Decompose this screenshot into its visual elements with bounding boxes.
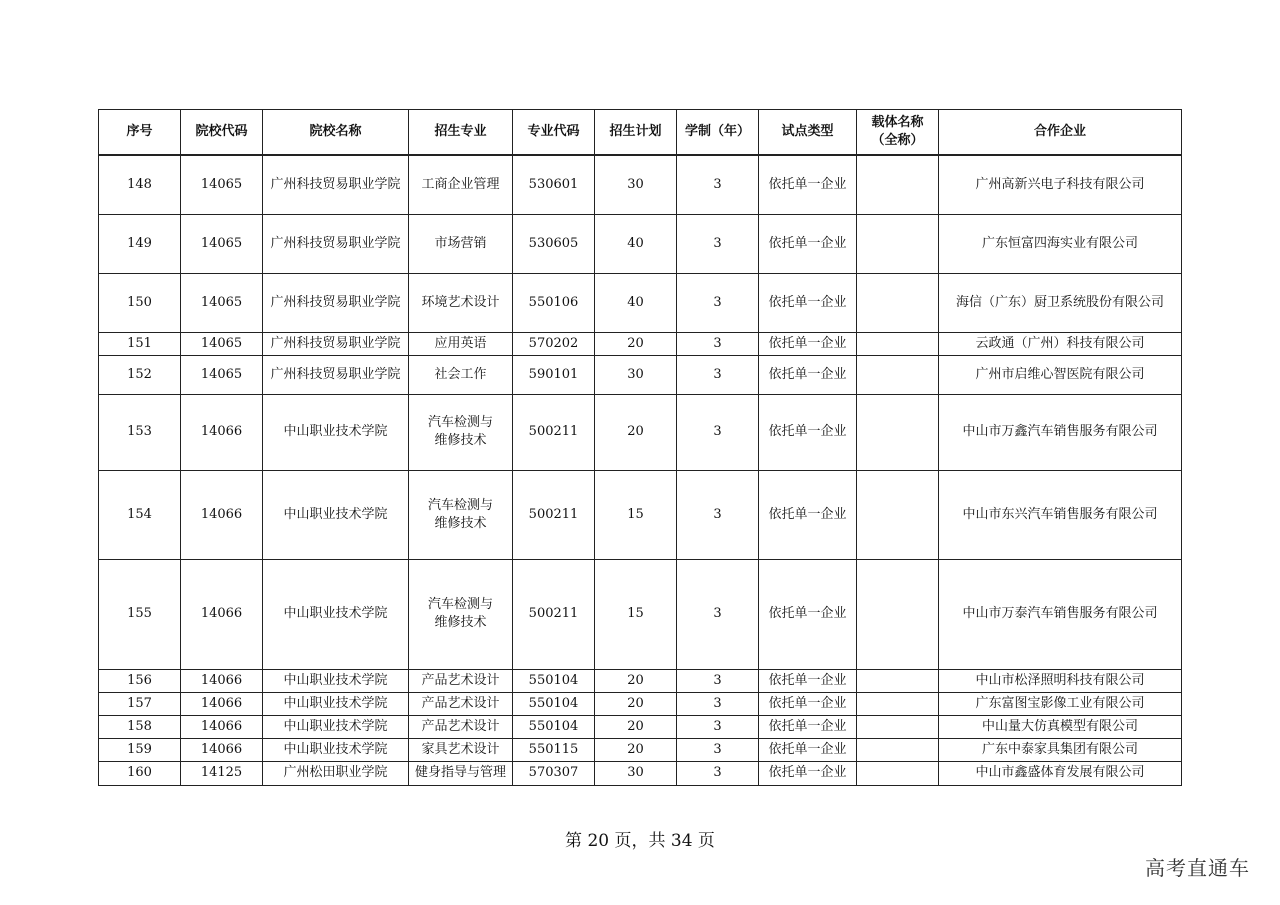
cell-school-code: 14065	[181, 214, 263, 273]
cell-school: 中山职业技术学院	[263, 669, 409, 692]
cell-years: 3	[677, 761, 759, 785]
cell-carrier	[857, 155, 939, 214]
cell-type: 依托单一企业	[759, 155, 857, 214]
table-row	[99, 715, 1182, 738]
table-row	[99, 761, 1182, 785]
table-row	[99, 355, 1182, 394]
cell-type: 依托单一企业	[759, 715, 857, 738]
cell-company: 广州高新兴电子科技有限公司	[939, 155, 1182, 214]
watermark-text: 高考直通车	[1145, 856, 1250, 880]
col-header-company: 合作企业	[939, 110, 1182, 156]
col-header-major: 招生专业	[409, 110, 513, 156]
cell-school-code: 14065	[181, 355, 263, 394]
header-row	[99, 110, 1182, 156]
cell-major-code: 530601	[513, 155, 595, 214]
cell-years: 3	[677, 332, 759, 355]
cell-company: 中山市万鑫汽车销售服务有限公司	[939, 394, 1182, 470]
cell-company: 中山市东兴汽车销售服务有限公司	[939, 470, 1182, 559]
cell-no: 155	[99, 559, 181, 669]
cell-years: 3	[677, 155, 759, 214]
table-row	[99, 394, 1182, 470]
cell-school: 中山职业技术学院	[263, 394, 409, 470]
cell-school: 中山职业技术学院	[263, 715, 409, 738]
cell-company: 中山量大仿真模型有限公司	[939, 715, 1182, 738]
cell-school: 中山职业技术学院	[263, 738, 409, 761]
table-row	[99, 669, 1182, 692]
cell-school-code: 14066	[181, 394, 263, 470]
cell-carrier	[857, 738, 939, 761]
cell-school: 广州科技贸易职业学院	[263, 355, 409, 394]
cell-school-code: 14065	[181, 155, 263, 214]
cell-plan: 40	[595, 214, 677, 273]
cell-carrier	[857, 692, 939, 715]
cell-school: 中山职业技术学院	[263, 470, 409, 559]
cell-years: 3	[677, 692, 759, 715]
cell-type: 依托单一企业	[759, 470, 857, 559]
col-header-no: 序号	[99, 110, 181, 156]
cell-type: 依托单一企业	[759, 559, 857, 669]
cell-no: 160	[99, 761, 181, 785]
cell-major: 健身指导与管理	[409, 761, 513, 785]
col-header-school-code: 院校代码	[181, 110, 263, 156]
cell-plan: 15	[595, 559, 677, 669]
col-header-years: 学制（年）	[677, 110, 759, 156]
cell-plan: 40	[595, 273, 677, 332]
cell-major: 产品艺术设计	[409, 692, 513, 715]
cell-plan: 30	[595, 761, 677, 785]
cell-company: 广州市启维心智医院有限公司	[939, 355, 1182, 394]
cell-no: 159	[99, 738, 181, 761]
cell-major: 汽车检测与维修技术	[409, 470, 513, 559]
cell-no: 153	[99, 394, 181, 470]
cell-major-code: 500211	[513, 470, 595, 559]
cell-major-code: 570307	[513, 761, 595, 785]
cell-major-code: 530605	[513, 214, 595, 273]
col-header-plan: 招生计划	[595, 110, 677, 156]
cell-type: 依托单一企业	[759, 669, 857, 692]
cell-type: 依托单一企业	[759, 332, 857, 355]
cell-major-code: 590101	[513, 355, 595, 394]
col-header-type: 试点类型	[759, 110, 857, 156]
table-row	[99, 332, 1182, 355]
page-indicator: 第 20 页，共 34 页	[565, 831, 715, 851]
cell-carrier	[857, 355, 939, 394]
cell-school-code: 14066	[181, 559, 263, 669]
cell-no: 151	[99, 332, 181, 355]
cell-no: 156	[99, 669, 181, 692]
cell-years: 3	[677, 214, 759, 273]
cell-years: 3	[677, 669, 759, 692]
cell-plan: 20	[595, 715, 677, 738]
cell-type: 依托单一企业	[759, 214, 857, 273]
cell-carrier	[857, 470, 939, 559]
cell-major-code: 550104	[513, 669, 595, 692]
cell-company: 云政通（广州）科技有限公司	[939, 332, 1182, 355]
cell-school-code: 14125	[181, 761, 263, 785]
cell-major: 环境艺术设计	[409, 273, 513, 332]
cell-type: 依托单一企业	[759, 273, 857, 332]
cell-school: 中山职业技术学院	[263, 559, 409, 669]
cell-school-code: 14066	[181, 738, 263, 761]
cell-years: 3	[677, 738, 759, 761]
cell-plan: 20	[595, 669, 677, 692]
col-header-school: 院校名称	[263, 110, 409, 156]
cell-major: 应用英语	[409, 332, 513, 355]
table-row	[99, 692, 1182, 715]
cell-no: 149	[99, 214, 181, 273]
cell-major: 产品艺术设计	[409, 715, 513, 738]
cell-no: 158	[99, 715, 181, 738]
cell-school: 广州科技贸易职业学院	[263, 273, 409, 332]
cell-major-code: 500211	[513, 559, 595, 669]
cell-company: 中山市万泰汽车销售服务有限公司	[939, 559, 1182, 669]
cell-carrier	[857, 669, 939, 692]
cell-company: 广东恒富四海实业有限公司	[939, 214, 1182, 273]
cell-plan: 30	[595, 355, 677, 394]
cell-major: 汽车检测与维修技术	[409, 394, 513, 470]
cell-major-code: 550115	[513, 738, 595, 761]
table-row	[99, 470, 1182, 559]
cell-years: 3	[677, 470, 759, 559]
cell-carrier	[857, 761, 939, 785]
cell-years: 3	[677, 559, 759, 669]
cell-school-code: 14066	[181, 715, 263, 738]
table-row	[99, 155, 1182, 214]
cell-no: 157	[99, 692, 181, 715]
cell-company: 广东中泰家具集团有限公司	[939, 738, 1182, 761]
cell-school-code: 14065	[181, 332, 263, 355]
cell-type: 依托单一企业	[759, 761, 857, 785]
cell-plan: 30	[595, 155, 677, 214]
table-row	[99, 214, 1182, 273]
cell-carrier	[857, 273, 939, 332]
cell-carrier	[857, 332, 939, 355]
cell-school-code: 14066	[181, 692, 263, 715]
cell-plan: 20	[595, 332, 677, 355]
cell-no: 154	[99, 470, 181, 559]
cell-no: 150	[99, 273, 181, 332]
cell-major-code: 570202	[513, 332, 595, 355]
cell-school-code: 14066	[181, 470, 263, 559]
col-header-carrier: 载体名称（全称）	[857, 110, 939, 156]
cell-years: 3	[677, 715, 759, 738]
cell-major-code: 550104	[513, 692, 595, 715]
cell-carrier	[857, 214, 939, 273]
cell-type: 依托单一企业	[759, 692, 857, 715]
cell-plan: 20	[595, 394, 677, 470]
cell-plan: 15	[595, 470, 677, 559]
table-row	[99, 738, 1182, 761]
cell-major: 汽车检测与维修技术	[409, 559, 513, 669]
cell-school: 广州科技贸易职业学院	[263, 214, 409, 273]
cell-no: 152	[99, 355, 181, 394]
col-header-major-code: 专业代码	[513, 110, 595, 156]
cell-carrier	[857, 394, 939, 470]
cell-company: 海信（广东）厨卫系统股份有限公司	[939, 273, 1182, 332]
table-row	[99, 559, 1182, 669]
cell-major-code: 500211	[513, 394, 595, 470]
cell-no: 148	[99, 155, 181, 214]
cell-major: 工商企业管理	[409, 155, 513, 214]
cell-plan: 20	[595, 738, 677, 761]
cell-school-code: 14066	[181, 669, 263, 692]
enrollment-table	[98, 109, 1182, 786]
cell-type: 依托单一企业	[759, 394, 857, 470]
cell-type: 依托单一企业	[759, 738, 857, 761]
cell-major-code: 550106	[513, 273, 595, 332]
cell-major-code: 550104	[513, 715, 595, 738]
cell-years: 3	[677, 394, 759, 470]
cell-school: 广州科技贸易职业学院	[263, 155, 409, 214]
cell-company: 广东富图宝影像工业有限公司	[939, 692, 1182, 715]
cell-carrier	[857, 715, 939, 738]
cell-plan: 20	[595, 692, 677, 715]
cell-school: 广州松田职业学院	[263, 761, 409, 785]
table-row	[99, 273, 1182, 332]
cell-school-code: 14065	[181, 273, 263, 332]
cell-major: 社会工作	[409, 355, 513, 394]
cell-years: 3	[677, 273, 759, 332]
cell-company: 中山市鑫盛体育发展有限公司	[939, 761, 1182, 785]
cell-school: 广州科技贸易职业学院	[263, 332, 409, 355]
cell-major: 市场营销	[409, 214, 513, 273]
cell-school: 中山职业技术学院	[263, 692, 409, 715]
cell-carrier	[857, 559, 939, 669]
cell-company: 中山市松泽照明科技有限公司	[939, 669, 1182, 692]
cell-major: 家具艺术设计	[409, 738, 513, 761]
cell-major: 产品艺术设计	[409, 669, 513, 692]
cell-type: 依托单一企业	[759, 355, 857, 394]
cell-years: 3	[677, 355, 759, 394]
